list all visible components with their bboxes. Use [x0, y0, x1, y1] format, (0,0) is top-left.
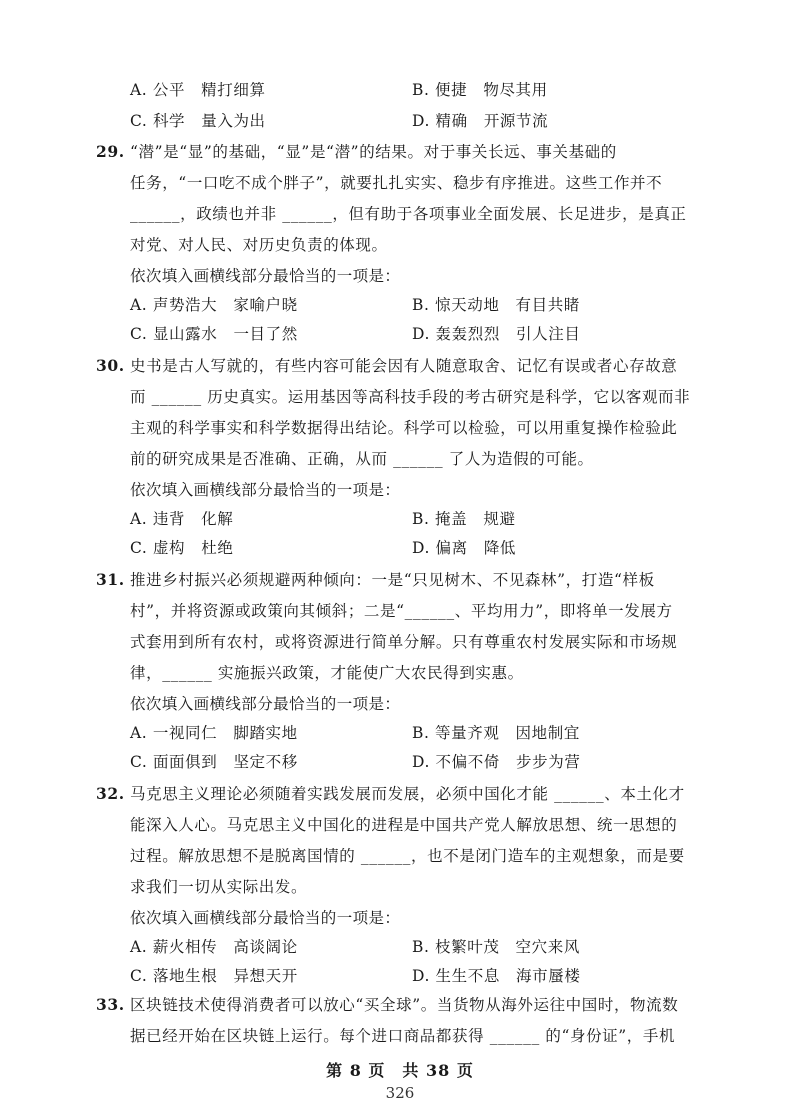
q31-prompt: 依次填入画横线部分最恰当的一项是： [130, 695, 401, 713]
q31-text-3: 式套用到所有农村，或将资源进行简单分解。只有尊重农村发展实际和市场规 [130, 633, 678, 651]
q30-option-b: B. 掩盖 规避 [412, 510, 516, 528]
q30-option-c: C. 虚构 杜绝 [130, 539, 234, 557]
q30-prompt: 依次填入画横线部分最恰当的一项是： [130, 481, 401, 499]
q30-number: 30. [96, 356, 125, 375]
q30-text-1: 史书是古人写就的，有些内容可能会因有人随意取舍、记忆有误或者心存故意 [130, 357, 678, 375]
q31-text-1: 推进乡村振兴必须规避两种倾向：一是“只见树木、不见森林”，打造“样板 [130, 571, 655, 589]
q28-option-b: B. 便捷 物尽其用 [412, 81, 548, 99]
q31-line-1 [96, 568, 655, 590]
q32-number: 32. [96, 784, 125, 803]
q31-text-4: 律，______ 实施振兴政策，才能使广大农民得到实惠。 [130, 664, 524, 682]
q32-option-a: A. 薪火相传 高谈阔论 [130, 938, 298, 956]
q29-text-2: 任务，“一口吃不成个胖子”，就要扎扎实实、稳步有序推进。这些工作并不 [130, 174, 663, 192]
q28-option-d: D. 精确 开源节流 [412, 112, 549, 130]
q29-option-c: C. 显山露水 一目了然 [130, 325, 298, 343]
q30-text-3: 主观的科学事实和科学数据得出结论。科学可以检验，可以用重复操作检验此 [130, 419, 678, 437]
q32-option-b: B. 枝繁叶茂 空穴来风 [412, 938, 580, 956]
q29-text-1: “潜”是“显”的基础，“显”是“潜”的结果。对于事关长远、事关基础的 [130, 143, 617, 161]
q29-option-b: B. 惊天动地 有目共睹 [412, 296, 580, 314]
q32-text-2: 能深入人心。马克思主义中国化的进程是中国共产党人解放思想、统一思想的 [130, 816, 678, 834]
q29-option-d: D. 轰轰烈烈 引人注目 [412, 325, 581, 343]
q31-number: 31. [96, 570, 125, 589]
q32-text-1: 马克思主义理论必须随着实践发展而发展，必须中国化才能 ______、本土化才 [130, 785, 685, 803]
q31-text-2: 村”，并将资源或政策向其倾斜；二是“______、平均用力”，即将单一发展方 [130, 602, 673, 620]
page-number: 326 [385, 1084, 415, 1102]
q33-number: 33. [96, 995, 125, 1014]
q30-option-d: D. 偏离 降低 [412, 539, 517, 557]
q30-text-4: 前的研究成果是否准确、正确，从而 ______ 了人为造假的可能。 [130, 450, 594, 468]
q29-prompt: 依次填入画横线部分最恰当的一项是： [130, 267, 401, 285]
q33-line-1 [96, 993, 678, 1015]
q31-option-c: C. 面面俱到 坚定不移 [130, 753, 298, 771]
q31-option-d: D. 不偏不倚 步步为营 [412, 753, 581, 771]
q29-option-a: A. 声势浩大 家喻户晓 [130, 296, 298, 314]
q31-option-a: A. 一视同仁 脚踏实地 [130, 724, 298, 742]
q30-line-1 [96, 354, 677, 376]
q32-option-c: C. 落地生根 异想天开 [130, 967, 298, 985]
q29-number: 29. [96, 142, 125, 161]
page-count-label: 第 8 页 共 38 页 [326, 1061, 474, 1080]
q32-line-1 [96, 782, 685, 804]
q33-text-2: 据已经开始在区块链上运行。每个进口商品都获得 ______ 的“身份证”，手机 [130, 1027, 676, 1045]
q32-option-d: D. 生生不息 海市蜃楼 [412, 967, 581, 985]
q30-text-2: 而 ______ 历史真实。运用基因等高科技手段的考古研究是科学，它以客观而非 [130, 388, 691, 406]
q28-option-a: A. 公平 精打细算 [130, 81, 266, 99]
q31-option-b: B. 等量齐观 因地制宜 [412, 724, 580, 742]
q29-line-1 [96, 140, 617, 162]
q29-text-4: 对党、对人民、对历史负责的体现。 [130, 236, 388, 254]
q28-option-c: C. 科学 量入为出 [130, 112, 266, 130]
q32-text-4: 求我们一切从实际出发。 [130, 878, 308, 896]
q32-text-3: 过程。解放思想不是脱离国情的 ______，也不是闭门造车的主观想象，而是要 [130, 847, 685, 865]
q29-text-3: ______，政绩也并非 ______，但有助于各项事业全面发展、长足进步，是真正 [130, 205, 687, 223]
q30-option-a: A. 违背 化解 [130, 510, 234, 528]
q32-prompt: 依次填入画横线部分最恰当的一项是： [130, 909, 401, 927]
q33-text-1: 区块链技术使得消费者可以放心“买全球”。当货物从海外运往中国时，物流数 [130, 996, 679, 1014]
